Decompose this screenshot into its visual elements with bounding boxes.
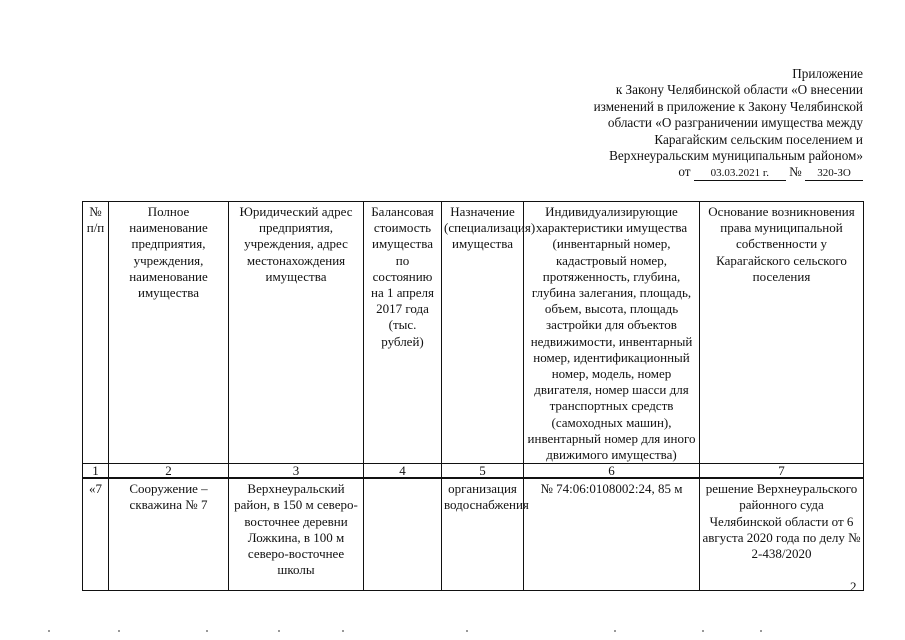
scan-dot <box>760 630 762 632</box>
property-table <box>82 201 864 591</box>
document-number: 320-ЗО <box>805 167 863 181</box>
header-line-4: области «О разграничении имущества между <box>607 115 863 131</box>
row-value <box>364 478 442 591</box>
scan-artifact-dots <box>0 630 905 634</box>
table-row <box>83 478 864 591</box>
row-address: Верхнеуральский район, в 150 м северо-восточнее деревни Ложкина, в 100 м северо-восточнее школы <box>229 478 364 591</box>
row-basis: решение Верхнеуральского районного суда Челябинской области от 6 августа 2020 года по делу № 2-438/2020 <box>700 478 864 591</box>
col-number-5: 5 <box>442 464 524 479</box>
scan-dot <box>342 630 344 632</box>
document-header <box>533 66 863 181</box>
scan-dot <box>702 630 704 632</box>
document-date: 03.03.2021 г. <box>694 167 786 181</box>
table-header-row <box>83 202 864 464</box>
col-header-value: Балансовая стоимость имущества по состоянию на 1 апреля 2017 года (тыс. рублей) <box>364 202 442 464</box>
header-line-6: Верхнеуральским муниципальным районом» <box>609 148 863 164</box>
scan-dot <box>48 630 50 632</box>
header-line-1: Приложение <box>792 66 863 81</box>
row-number: «7 <box>83 478 109 591</box>
col-header-address: Юридический адрес предприятия, учреждения, адрес местонахождения имущества <box>229 202 364 464</box>
col-number-6: 6 <box>524 464 700 479</box>
row-name: Сооружение – скважина № 7 <box>109 478 229 591</box>
scan-dot <box>118 630 120 632</box>
col-header-number: № п/п <box>83 202 109 464</box>
scan-dot <box>614 630 616 632</box>
header-line-3: изменений в приложение к Закону Челябинской <box>593 98 863 114</box>
from-label: от <box>678 164 691 180</box>
col-header-name: Полное наименование предприятия, учреждения, наименование имущества <box>109 202 229 464</box>
header-line-2: к Закону Челябинской области «О внесении <box>615 82 863 98</box>
scan-dot <box>278 630 280 632</box>
row-characteristics: № 74:06:0108002:24, 85 м <box>524 478 700 591</box>
header-line-5: Карагайским сельским поселением и <box>654 131 863 147</box>
number-label: № <box>789 164 802 180</box>
col-number-2: 2 <box>109 464 229 479</box>
col-number-1: 1 <box>83 464 109 479</box>
row-purpose: организация водоснабжения <box>442 478 524 591</box>
col-header-purpose: Назначение (специализация) имущества <box>442 202 524 464</box>
col-number-3: 3 <box>229 464 364 479</box>
page-number: 2 <box>850 579 857 594</box>
scan-dot <box>206 630 208 632</box>
scan-dot <box>466 630 468 632</box>
col-number-4: 4 <box>364 464 442 479</box>
col-number-7: 7 <box>700 464 864 479</box>
date-number-line <box>533 164 863 181</box>
col-header-basis: Основание возникновения права муниципальной собственности у Карагайского сельского поселения <box>700 202 864 464</box>
column-numbers-row <box>83 464 864 479</box>
col-header-characteristics: Индивидуализирующие характеристики имущества (инвентарный номер, кадастровый номер, протяженность, глубина, глубина залегания, площадь, объем, высота, площадь застройки для объектов недвижимости, инвентарный номер, идентификационный номер, модель, номер двигателя, номер шасси для транспортных средств (самоходных машин), инвентарный номер для иного движимого имущества) <box>524 202 700 464</box>
